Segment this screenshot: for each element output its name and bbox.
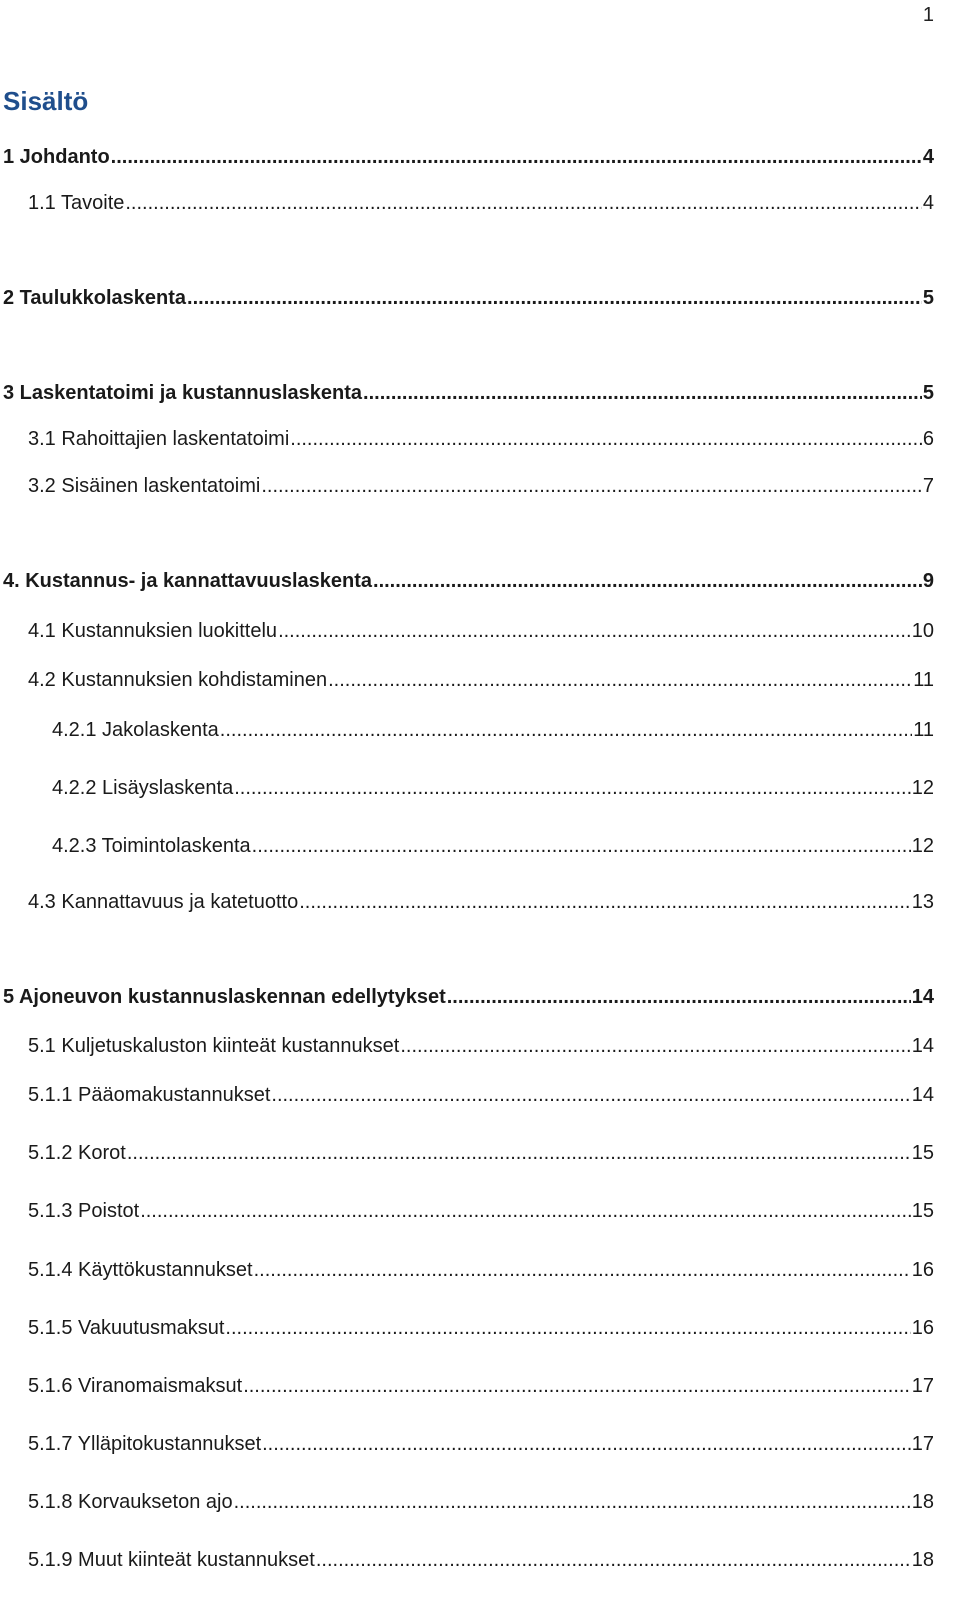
toc-dot-leader [373, 569, 922, 593]
toc-dot-leader [234, 776, 911, 800]
toc-entry-title: 1.1 Tavoite [28, 192, 125, 214]
toc-entry-page: 15 [911, 1200, 934, 1222]
toc-entry-title: 4.3 Kannattavuus ja katetuotto [28, 891, 299, 913]
toc-entry[interactable] [28, 427, 934, 451]
toc-entry-page: 18 [911, 1549, 934, 1571]
toc-entry-title: 5.1.8 Korvaukseton ajo [28, 1491, 233, 1513]
toc-dot-leader [290, 427, 922, 451]
toc-entry[interactable] [28, 1490, 934, 1514]
toc-dot-leader [252, 834, 911, 858]
toc-entry-title: 4.2.2 Lisäyslaskenta [52, 777, 234, 799]
toc-entry[interactable] [3, 145, 934, 169]
toc-entry-page: 10 [911, 620, 934, 642]
toc-entry-page: 14 [911, 986, 934, 1008]
toc-entry-title: 4.2 Kustannuksien kohdistaminen [28, 669, 328, 691]
toc-entry-title: 2 Taulukkolaskenta [3, 287, 187, 309]
toc-entry-page: 7 [922, 475, 934, 497]
toc-entry-page: 17 [911, 1433, 934, 1455]
toc-entry-title: 5.1 Kuljetuskaluston kiinteät kustannukset [28, 1035, 400, 1057]
toc-entry-page: 6 [922, 428, 934, 450]
toc-entry-title: 5.1.7 Ylläpitokustannukset [28, 1433, 262, 1455]
toc-dot-leader [400, 1034, 910, 1058]
toc-entry[interactable] [28, 191, 934, 215]
toc-dot-leader [299, 890, 911, 914]
toc-entry-page: 14 [911, 1035, 934, 1057]
toc-entry-title: 5.1.6 Viranomaismaksut [28, 1375, 243, 1397]
toc-entry-page: 14 [911, 1084, 934, 1106]
toc-entry-title: 5.1.1 Pääomakustannukset [28, 1084, 271, 1106]
toc-dot-leader [225, 1316, 910, 1340]
toc-entry-title: 1 Johdanto [3, 146, 110, 168]
toc-dot-leader [243, 1374, 911, 1398]
toc-entry-title: 4.1 Kustannuksien luokittelu [28, 620, 278, 642]
toc-entry[interactable] [28, 1083, 934, 1107]
toc-dot-leader [278, 619, 911, 643]
toc-entry-title: 4.2.3 Toimintolaskenta [52, 835, 251, 857]
toc-dot-leader [234, 1490, 911, 1514]
toc-entry[interactable] [28, 668, 934, 692]
toc-entry[interactable] [3, 381, 934, 405]
toc-entry-page: 11 [913, 719, 934, 741]
toc-entry-page: 5 [922, 382, 934, 404]
toc-entry[interactable] [28, 1141, 934, 1165]
toc-entry[interactable] [28, 1316, 934, 1340]
toc-entry-page: 13 [911, 891, 934, 913]
toc-dot-leader [261, 474, 922, 498]
toc-entry-title: 3 Laskentatoimi ja kustannuslaskenta [3, 382, 363, 404]
toc-entry-page: 16 [911, 1317, 934, 1339]
toc-entry-page: 12 [911, 835, 934, 857]
toc-dot-leader [127, 1141, 911, 1165]
toc-entry[interactable] [3, 985, 934, 1009]
toc-entry-title: 5.1.3 Poistot [28, 1200, 140, 1222]
toc-entry-page: 5 [922, 287, 934, 309]
toc-entry-title: 3.2 Sisäinen laskentatoimi [28, 475, 261, 497]
toc-entry[interactable] [28, 1374, 934, 1398]
toc-entry-title: 3.1 Rahoittajien laskentatoimi [28, 428, 290, 450]
toc-dot-leader [328, 668, 912, 692]
page-number: 1 [922, 4, 934, 26]
toc-dot-leader [111, 145, 922, 169]
toc-entry-page: 4 [922, 192, 934, 214]
toc-entry[interactable] [28, 1034, 934, 1058]
toc-dot-leader [220, 718, 912, 742]
toc-entry-title: 5 Ajoneuvon kustannuslaskennan edellytykset [3, 986, 446, 1008]
toc-entry-title: 5.1.4 Käyttökustannukset [28, 1259, 253, 1281]
toc-entry[interactable] [3, 569, 934, 593]
toc-dot-leader [447, 985, 911, 1009]
toc-entry[interactable] [52, 718, 934, 742]
toc-entry[interactable] [52, 776, 934, 800]
toc-entry-page: 9 [922, 570, 934, 592]
toc-entry-page: 18 [911, 1491, 934, 1513]
toc-entry-page: 11 [913, 669, 934, 691]
toc-dot-leader [254, 1258, 911, 1282]
toc-dot-leader [316, 1548, 911, 1572]
toc-entry-page: 4 [922, 146, 934, 168]
toc-dot-leader [363, 381, 922, 405]
toc-entry-title: 4. Kustannus- ja kannattavuuslaskenta [3, 570, 373, 592]
toc-entry-page: 17 [911, 1375, 934, 1397]
toc-entry-title: 5.1.9 Muut kiinteät kustannukset [28, 1549, 315, 1571]
toc-entry-title: 5.1.5 Vakuutusmaksut [28, 1317, 225, 1339]
toc-entry[interactable] [28, 1199, 934, 1223]
toc-entry[interactable] [28, 1548, 934, 1572]
toc-entry-title: 5.1.2 Korot [28, 1142, 126, 1164]
toc-entry-title: 4.2.1 Jakolaskenta [52, 719, 219, 741]
toc-entry[interactable] [3, 286, 934, 310]
toc-heading: Sisältö [3, 86, 89, 116]
toc-dot-leader [140, 1199, 911, 1223]
toc-entry[interactable] [28, 1432, 934, 1456]
toc-entry[interactable] [28, 474, 934, 498]
toc-dot-leader [125, 191, 922, 215]
toc-entry[interactable] [28, 619, 934, 643]
toc-dot-leader [187, 286, 922, 310]
toc-entry[interactable] [28, 1258, 934, 1282]
toc-entry-page: 15 [911, 1142, 934, 1164]
toc-entry-page: 12 [911, 777, 934, 799]
toc-entry[interactable] [28, 890, 934, 914]
toc-dot-leader [262, 1432, 911, 1456]
toc-entry[interactable] [52, 834, 934, 858]
toc-entry-page: 16 [911, 1259, 934, 1281]
toc-dot-leader [271, 1083, 910, 1107]
